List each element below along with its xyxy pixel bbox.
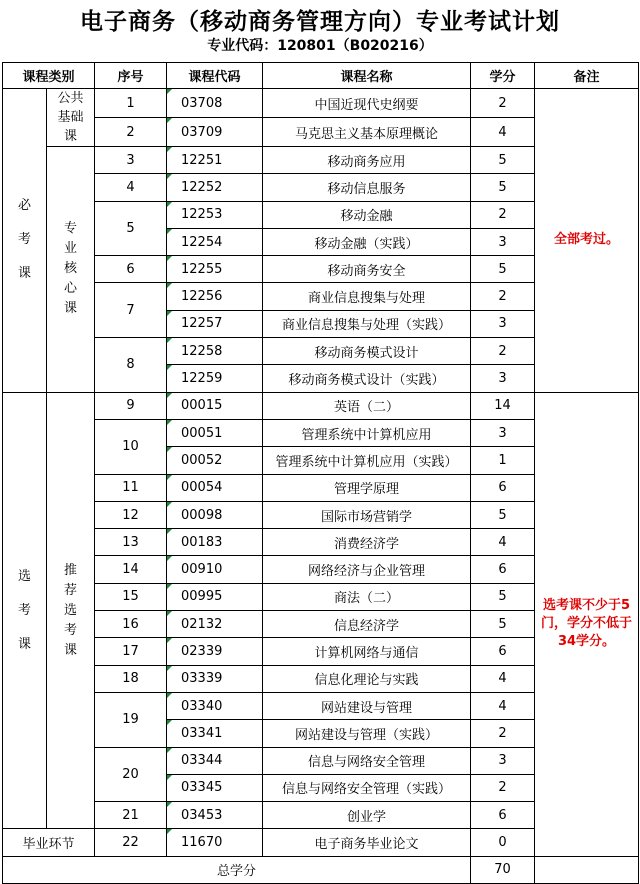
seq-cell: 17 (95, 638, 167, 665)
code-cell: 00052 (167, 447, 263, 474)
seq-cell: 8 (95, 338, 167, 393)
name-cell: 中国近现代史纲要 (263, 89, 471, 118)
name-cell: 商业信息搜集与处理 (263, 283, 471, 310)
name-cell: 移动信息服务 (263, 174, 471, 201)
seq-cell: 18 (95, 665, 167, 692)
credit-cell: 4 (471, 529, 535, 556)
subcategory-recommended: 推荐选考课 (47, 392, 95, 829)
seq-cell: 6 (95, 256, 167, 283)
code-cell: 00051 (167, 419, 263, 446)
credit-cell: 5 (471, 256, 535, 283)
header-credit: 学分 (471, 63, 535, 89)
name-cell: 移动商务安全 (263, 256, 471, 283)
name-cell: 电子商务毕业论文 (263, 829, 471, 856)
total-value: 70 (471, 856, 535, 883)
code-cell: 12254 (167, 228, 263, 255)
subcategory-core: 专业核心课 (47, 147, 95, 393)
code-cell: 00995 (167, 583, 263, 610)
name-cell: 信息经济学 (263, 611, 471, 638)
credit-cell: 2 (471, 774, 535, 801)
code-cell: 03341 (167, 720, 263, 747)
seq-cell: 14 (95, 556, 167, 583)
category-required: 必考课 (3, 89, 47, 393)
subcategory-public-basic: 公共基础课 (47, 89, 95, 147)
seq-cell: 16 (95, 611, 167, 638)
major-code: 专业代码：120801（B020216） (207, 38, 433, 54)
name-cell: 商业信息搜集与处理（实践） (263, 310, 471, 337)
total-row (3, 856, 639, 883)
category-graduation: 毕业环节 (3, 829, 95, 856)
code-cell: 03345 (167, 774, 263, 801)
seq-cell: 4 (95, 174, 167, 201)
code-cell: 03453 (167, 802, 263, 829)
table-row (3, 89, 639, 118)
header-code: 课程代码 (167, 63, 263, 89)
seq-cell: 5 (95, 201, 167, 256)
code-cell: 02339 (167, 638, 263, 665)
seq-cell: 11 (95, 474, 167, 501)
code-cell: 00910 (167, 556, 263, 583)
name-cell: 管理学原理 (263, 474, 471, 501)
header-note: 备注 (535, 63, 639, 89)
code-cell: 12259 (167, 365, 263, 392)
seq-cell: 12 (95, 501, 167, 528)
seq-cell: 3 (95, 147, 167, 174)
name-cell: 网络经济与企业管理 (263, 556, 471, 583)
seq-cell: 2 (95, 118, 167, 147)
seq-cell: 9 (95, 392, 167, 419)
credit-cell: 6 (471, 474, 535, 501)
header-seq: 序号 (95, 63, 167, 89)
credit-cell: 3 (471, 419, 535, 446)
seq-cell: 19 (95, 692, 167, 747)
code-cell: 11670 (167, 829, 263, 856)
credit-cell: 6 (471, 802, 535, 829)
credit-cell: 5 (471, 583, 535, 610)
name-cell: 商法（二） (263, 583, 471, 610)
code-cell: 12257 (167, 310, 263, 337)
table-row (3, 392, 639, 419)
credit-cell: 3 (471, 310, 535, 337)
seq-cell: 15 (95, 583, 167, 610)
name-cell: 马克思主义基本原理概论 (263, 118, 471, 147)
credit-cell: 5 (471, 147, 535, 174)
code-cell: 03709 (167, 118, 263, 147)
credit-cell: 14 (471, 392, 535, 419)
name-cell: 移动商务应用 (263, 147, 471, 174)
name-cell: 管理系统中计算机应用（实践） (263, 447, 471, 474)
code-cell: 12253 (167, 201, 263, 228)
credit-cell: 6 (471, 638, 535, 665)
name-cell: 创业学 (263, 802, 471, 829)
code-cell: 00054 (167, 474, 263, 501)
total-note (535, 856, 639, 883)
header-row (3, 63, 639, 89)
credit-cell: 0 (471, 829, 535, 856)
credit-cell: 4 (471, 692, 535, 719)
page-title: 电子商务（移动商务管理方向）专业考试计划 (80, 8, 560, 35)
code-cell: 03344 (167, 747, 263, 774)
note-elective: 选考课不少于5门，学分不低于34学分。 (535, 392, 639, 856)
name-cell: 国际市场营销学 (263, 501, 471, 528)
code-cell: 12251 (167, 147, 263, 174)
credit-cell: 2 (471, 720, 535, 747)
code-cell: 03340 (167, 692, 263, 719)
credit-cell: 5 (471, 501, 535, 528)
name-cell: 移动金融 (263, 201, 471, 228)
seq-cell: 7 (95, 283, 167, 338)
total-label: 总学分 (3, 856, 471, 883)
credit-cell: 1 (471, 447, 535, 474)
seq-cell: 21 (95, 802, 167, 829)
header-category: 课程类别 (3, 63, 95, 89)
code-cell: 12252 (167, 174, 263, 201)
name-cell: 计算机网络与通信 (263, 638, 471, 665)
credit-cell: 2 (471, 283, 535, 310)
code-cell: 00183 (167, 529, 263, 556)
name-cell: 信息化理论与实践 (263, 665, 471, 692)
credit-cell: 2 (471, 89, 535, 118)
seq-cell: 13 (95, 529, 167, 556)
code-cell: 03339 (167, 665, 263, 692)
note-required: 全部考过。 (535, 89, 639, 393)
code-cell: 12258 (167, 338, 263, 365)
code-cell: 00015 (167, 392, 263, 419)
name-cell: 移动商务模式设计（实践） (263, 365, 471, 392)
name-cell: 信息与网络安全管理（实践） (263, 774, 471, 801)
credit-cell: 3 (471, 365, 535, 392)
name-cell: 管理系统中计算机应用 (263, 419, 471, 446)
seq-cell: 1 (95, 89, 167, 118)
category-elective: 选考课 (3, 392, 47, 829)
credit-cell: 4 (471, 118, 535, 147)
credit-cell: 6 (471, 556, 535, 583)
name-cell: 网站建设与管理（实践） (263, 720, 471, 747)
code-cell: 03708 (167, 89, 263, 118)
credit-cell: 2 (471, 201, 535, 228)
credit-cell: 2 (471, 338, 535, 365)
name-cell: 移动商务模式设计 (263, 338, 471, 365)
credit-cell: 4 (471, 665, 535, 692)
credit-cell: 5 (471, 611, 535, 638)
name-cell: 英语（二） (263, 392, 471, 419)
name-cell: 信息与网络安全管理 (263, 747, 471, 774)
code-cell: 00098 (167, 501, 263, 528)
seq-cell: 20 (95, 747, 167, 802)
seq-cell: 22 (95, 829, 167, 856)
name-cell: 消费经济学 (263, 529, 471, 556)
name-cell: 移动金融（实践） (263, 228, 471, 255)
code-cell: 12255 (167, 256, 263, 283)
code-cell: 12256 (167, 283, 263, 310)
credit-cell: 3 (471, 228, 535, 255)
credit-cell: 5 (471, 174, 535, 201)
credit-cell: 3 (471, 747, 535, 774)
header-name: 课程名称 (263, 63, 471, 89)
seq-cell: 10 (95, 419, 167, 474)
exam-plan-table (2, 62, 639, 884)
name-cell: 网站建设与管理 (263, 692, 471, 719)
code-cell: 02132 (167, 611, 263, 638)
